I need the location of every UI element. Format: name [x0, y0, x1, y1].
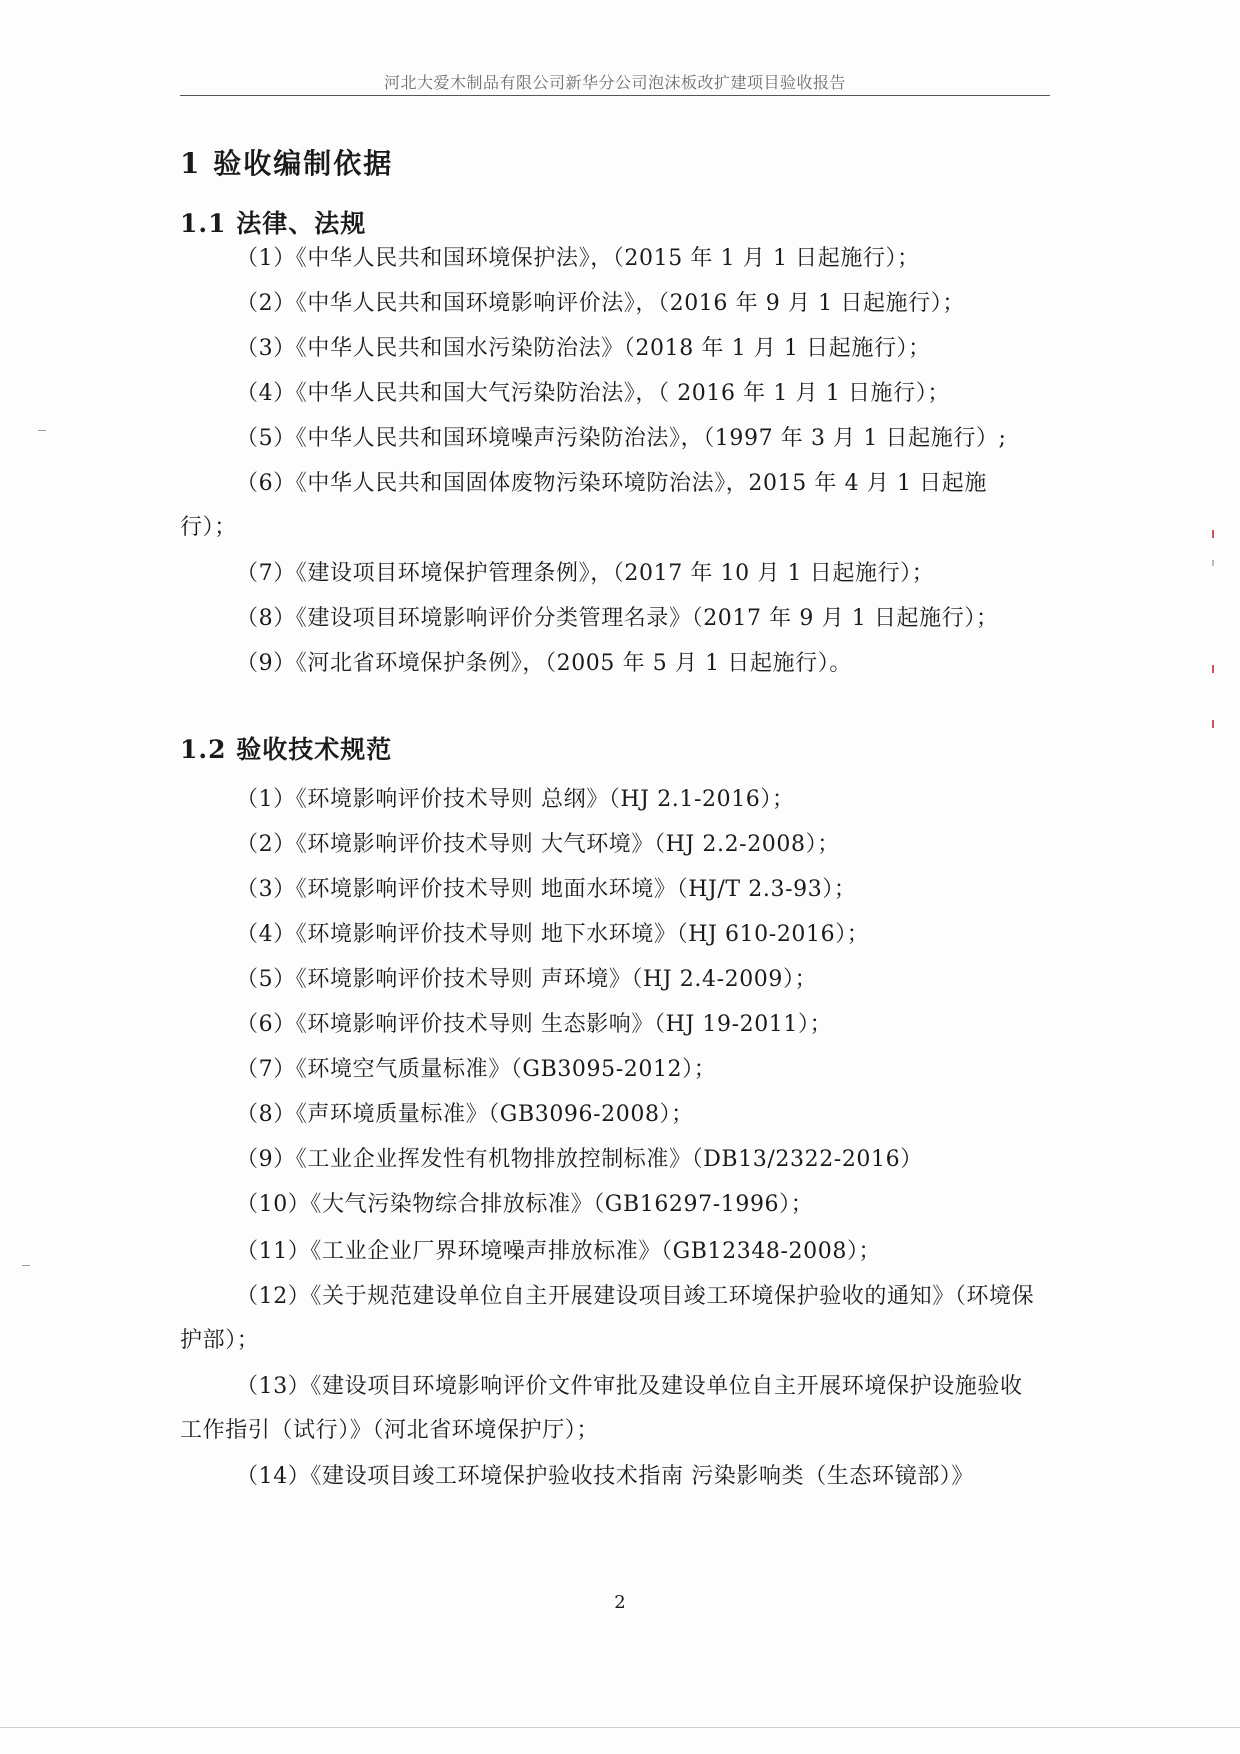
section-title-1-2: 1.2 验收技术规范: [180, 735, 393, 764]
page-number: 2: [614, 1592, 626, 1613]
law-item-1: （1）《中华人民共和国环境保护法》，（2015 年 1 月 1 日起施行）；: [236, 246, 920, 271]
scan-artifact-mark: [1212, 665, 1214, 673]
law-item-6: （6）《中华人民共和国固体废物污染环境防治法》，2015 年 4 月 1 日起施行）；: [180, 471, 987, 540]
spec-item-1: （1）《环境影响评价技术导则 总纲》（HJ 2.1-2016）；: [236, 787, 795, 812]
law-item-3: （3）《中华人民共和国水污染防治法》（2018 年 1 月 1 日起施行）；: [236, 336, 931, 361]
spec-item-4: （4）《环境影响评价技术导则 地下水环境》（HJ 610-2016）；: [236, 922, 870, 947]
spec-item-7: （7）《环境空气质量标准》（GB3095-2012）；: [236, 1057, 717, 1082]
scan-artifact-dash: [38, 430, 46, 431]
running-header: 河北大爱木制品有限公司新华分公司泡沫板改扩建项目验收报告: [383, 73, 846, 92]
scan-artifact-mark: [1212, 720, 1214, 728]
spec-item-6: （6）《环境影响评价技术导则 生态影响》（HJ 19-2011）；: [236, 1012, 833, 1037]
law-item-2: （2）《中华人民共和国环境影响评价法》，（2016 年 9 月 1 日起施行）；: [236, 291, 965, 316]
scan-bottom-edge: [0, 1727, 1240, 1728]
law-item-8: （8）《建设项目环境影响评价分类管理名录》（2017 年 9 月 1 日起施行）；: [236, 606, 999, 631]
header-rule: [180, 95, 1050, 96]
scan-artifact-mark: [1212, 560, 1214, 566]
spec-item-14: （14）《建设项目竣工环境保护验收技术指南 污染影响类（生态环镜部）》: [236, 1464, 974, 1489]
law-item-7: （7）《建设项目环境保护管理条例》，（2017 年 10 月 1 日起施行）；: [236, 561, 935, 586]
law-item-5: （5）《中华人民共和国环境噪声污染防治法》，（1997 年 3 月 1 日起施行）;: [236, 426, 1007, 451]
law-item-9: （9）《河北省环境保护条例》，（2005 年 5 月 1 日起施行）。: [236, 651, 852, 676]
spec-item-13: （13）《建设项目环境影响评价文件审批及建设单位自主开展环境保护设施验收工作指引（试行）》（河北省环境保护厅）；: [180, 1374, 1023, 1443]
spec-item-3: （3）《环境影响评价技术导则 地面水环境》（HJ/T 2.3-93）；: [236, 877, 857, 902]
spec-item-11: （11）《工业企业厂界环境噪声排放标准》（GB12348-2008）；: [236, 1239, 882, 1264]
law-item-4: （4）《中华人民共和国大气污染防治法》，（ 2016 年 1 月 1 日施行）；: [236, 381, 950, 406]
scan-artifact-mark: [1212, 530, 1214, 538]
spec-item-10: （10）《大气污染物综合排放标准》（GB16297-1996）；: [236, 1192, 814, 1217]
section-title-1: 1 验收编制依据: [180, 147, 394, 180]
spec-item-9: （9）《工业企业挥发性有机物排放控制标准》（DB13/2322-2016）: [236, 1147, 923, 1172]
section-title-1-1: 1.1 法律、法规: [180, 209, 367, 238]
spec-item-8: （8）《声环境质量标准》（GB3096-2008）；: [236, 1102, 694, 1127]
spec-item-2: （2）《环境影响评价技术导则 大气环境》（HJ 2.2-2008）；: [236, 832, 840, 857]
scan-artifact-dash: [22, 1265, 30, 1266]
spec-item-12: （12）《关于规范建设单位自主开展建设项目竣工环境保护验收的通知》（环境保护部）；: [180, 1284, 1035, 1353]
spec-item-5: （5）《环境影响评价技术导则 声环境》（HJ 2.4-2009）；: [236, 967, 818, 992]
